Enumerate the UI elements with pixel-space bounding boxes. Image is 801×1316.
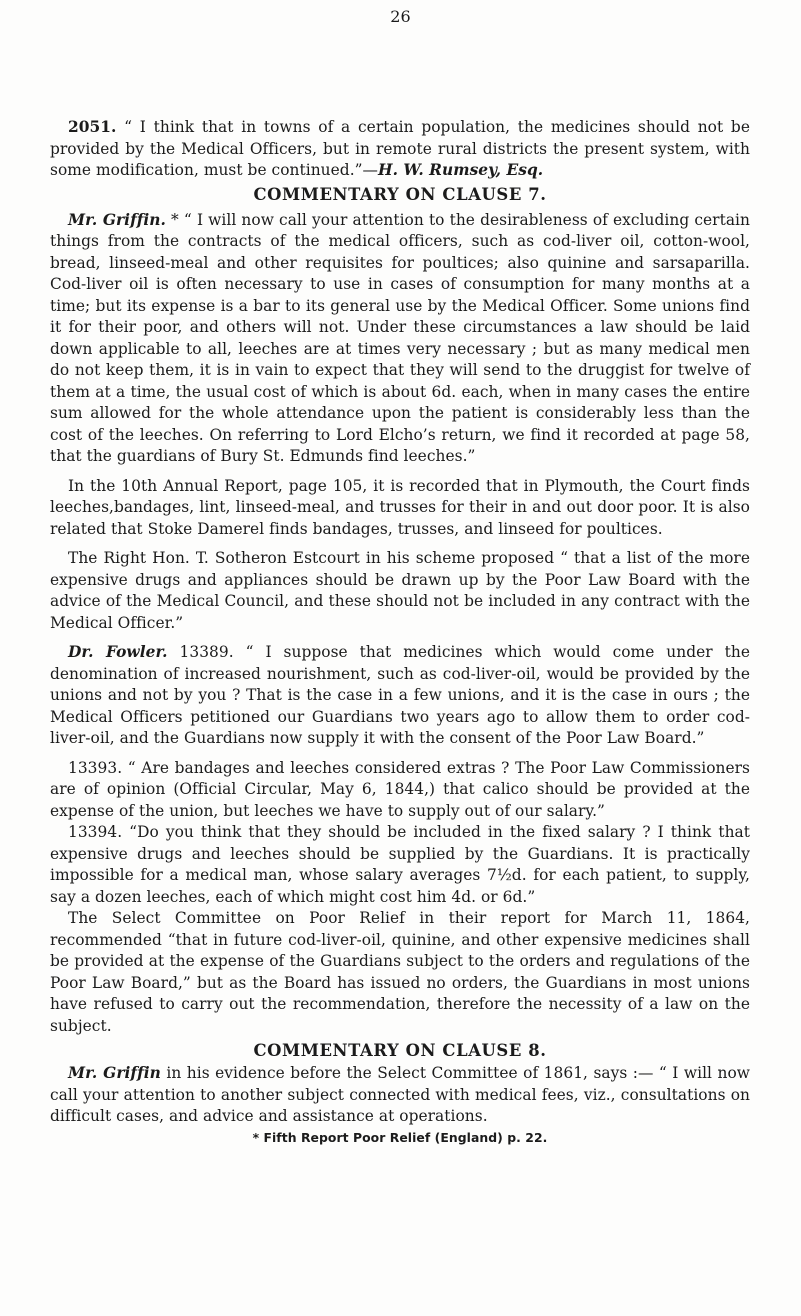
paragraph-number: 2051.	[68, 118, 117, 136]
paragraph-text: * “ I will now call your attention to the desirableness of excluding certain things from the contracts of the medical officers, such as cod-liver oil, cotton-wool, bread, linseed-meal and other requisites for poultices; also quinine and sarsaparilla. Cod-liver oil is often necessary to use in cases of consumption for many months at a time; but its expense is a bar to its general use by the Medical Officer. Some unions find it for their poor, and others will not. Under these circumstances a law should be laid down applicable to all, leeches are at times very necessary ; but as many medical men do not keep them, it is in vain to expect that they will send to the druggist for twelve of them at a time, the usual cost of which is about 6d. each, when in many cases the entire sum allowed for the whole attendance upon the patient is considerably less than the cost of the leeches. On referring to Lord Elcho’s return, we find it recorded at page 58, that the guardians of Bury St. Edmunds find leeches.”	[50, 210, 750, 465]
paragraph-griffin-clause-7	[50, 210, 750, 468]
paragraph-text: “ I think that in towns of a certain population, the medicines should not be provided by the Medical Officers, but in remote rural districts the present system, with some modification, must be continued.”—	[50, 118, 750, 179]
heading-clause-7: COMMENTARY ON CLAUSE 7.	[253, 184, 547, 204]
page-number: 26	[390, 7, 411, 26]
body-text	[50, 117, 750, 1146]
footnote: * Fifth Report Poor Relief (England) p. 22.	[252, 1129, 548, 1145]
heading-clause-8: COMMENTARY ON CLAUSE 8.	[253, 1041, 547, 1060]
paragraph-text: in his evidence before the Select Committee of 1861, says :— “ I will now call your attention to another subject connected with medical fees, viz., consultations on difficult cases, and advice and assistance at operations.	[50, 1064, 750, 1125]
paragraph-griffin-clause-8	[50, 1063, 750, 1128]
speaker-name: Dr. Fowler.	[68, 643, 168, 661]
paragraph-13393: 13393. “ Are bandages and leeches considered extras ? The Poor Law Commissioners are of opinion (Official Circular, May 6, 1844,) that calico should be provided at the expense of the union, but leeches we have to supply out of our salary.”	[50, 758, 750, 820]
paragraph-text: 13389. “ I suppose that medicines which would come under the denomination of increased nourishment, such as cod-liver-oil, would be provided by the unions and not by you ? That is the case in a few unions, and it is the case in ours ; the Medical Officers petitioned our Guardians two years ago to allow them to order cod-liver-oil, and the Guardians now supply it with the consent of the Poor Law Board.”	[50, 643, 750, 747]
citation-name: H. W. Rumsey, Esq.	[378, 161, 544, 179]
paragraph-13394: 13394. “Do you think that they should be included in the fixed salary ? I think that expensive drugs and leeches should be supplied by the Guardians. It is practically impossible for a medical man, whose salary averages 7½d. for each patient, to supply, say a dozen leeches, each of which might cost him 4d. or 6d.”	[50, 823, 750, 906]
paragraph-fowler-13389	[50, 642, 750, 750]
speaker-name: Mr. Griffin.	[68, 210, 166, 229]
paragraph-2051	[50, 117, 750, 182]
speaker-name: Mr. Griffin	[68, 1064, 161, 1082]
paragraph-select-committee: The Select Committee on Poor Relief in their report for March 11, 1864, recommended “that in future cod-liver-oil, quinine, and other expensive medicines shall be provided at the expense of the Guardians subject to the orders and regulations of the Poor Law Board,” but as the Board has issued no orders, the Guardians in most unions have refused to carry out the recommendation, therefore the necessity of a law on the subject.	[50, 909, 750, 1035]
paragraph-estcourt-scheme: The Right Hon. T. Sotheron Estcourt in his scheme proposed “ that a list of the more expensive drugs and appliances should be drawn up by the Poor Law Board with the advice of the Medical Council, and these should not be included in any contract with the Medical Officer.”	[50, 549, 750, 632]
paragraph-annual-report: In the 10th Annual Report, page 105, it is recorded that in Plymouth, the Court finds leeches,bandages, lint, linseed-meal, and trusses for their in and out door poor. It is also related that Stoke Damerel finds bandages, trusses, and linseed for poultices.	[50, 476, 750, 538]
